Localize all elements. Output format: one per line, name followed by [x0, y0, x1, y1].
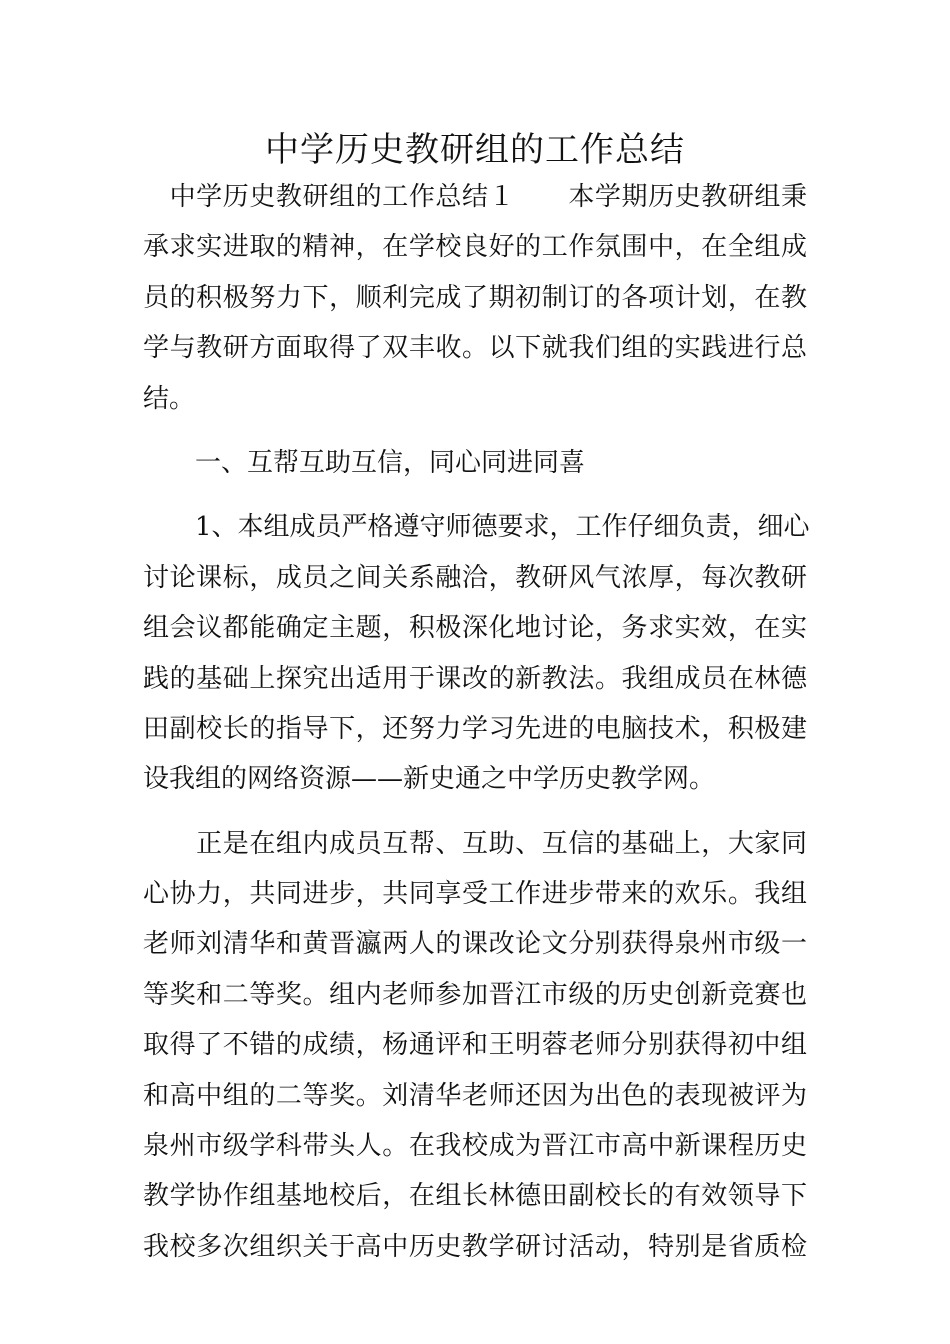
- document-title: 中学历史教研组的工作总结: [265, 130, 685, 170]
- text-line: 讨论课标，成员之间关系融洽，教研风气浓厚，每次教研: [143, 562, 807, 593]
- text-line: 学与教研方面取得了双丰收。以下就我们组的实践进行总: [143, 333, 807, 364]
- text-line: 田副校长的指导下，还努力学习先进的电脑技术，积极建: [143, 713, 807, 744]
- text-line: 等奖和二等奖。组内老师参加晋江市级的历史创新竞赛也: [143, 979, 807, 1010]
- paragraph-achievements: [143, 819, 807, 1273]
- text-line: 承求实进取的精神，在学校良好的工作氛围中，在全组成: [143, 232, 807, 263]
- text-line: 1、本组成员严格遵守师德要求，工作仔细负责，细心: [143, 512, 810, 543]
- text-line: 心协力，共同进步，共同享受工作进步带来的欢乐。我组: [143, 879, 807, 910]
- text-line: 我校多次组织关于高中历史教学研讨活动，特别是省质检: [143, 1231, 807, 1262]
- text-line: 教学协作组基地校后，在组长林德田副校长的有效领导下: [143, 1181, 807, 1212]
- text-line: 泉州市级学科带头人。在我校成为晋江市高中新课程历史: [143, 1131, 807, 1162]
- text-line: 取得了不错的成绩，杨通评和王明蓉老师分别获得初中组: [143, 1030, 807, 1061]
- text-line: 结。: [143, 383, 196, 414]
- paragraph-item-1: [143, 502, 810, 804]
- section-heading: [143, 438, 807, 488]
- text-line: 组会议都能确定主题，积极深化地讨论，务求实效，在实: [143, 613, 807, 644]
- document-body: [143, 172, 810, 1272]
- text-line: 中学历史教研组的工作总结１ 本学期历史教研组秉: [143, 182, 807, 212]
- text-line: 设我组的网络资源——新史通之中学历史教学网。: [143, 764, 716, 795]
- paragraph-intro: [143, 172, 807, 424]
- text-line: 和高中组的二等奖。刘清华老师还因为出色的表现被评为: [143, 1080, 807, 1111]
- text-line: 一、互帮互助互信，同心同进同喜: [143, 447, 586, 478]
- text-line: 践的基础上探究出适用于课改的新教法。我组成员在林德: [143, 663, 807, 694]
- text-line: 员的积极努力下，顺利完成了期初制订的各项计划，在教: [143, 282, 807, 313]
- text-line: 老师刘清华和黄晋瀛两人的课改论文分别获得泉州市级一: [143, 929, 807, 960]
- text-line: 正是在组内成员互帮、互助、互信的基础上，大家同: [143, 828, 807, 859]
